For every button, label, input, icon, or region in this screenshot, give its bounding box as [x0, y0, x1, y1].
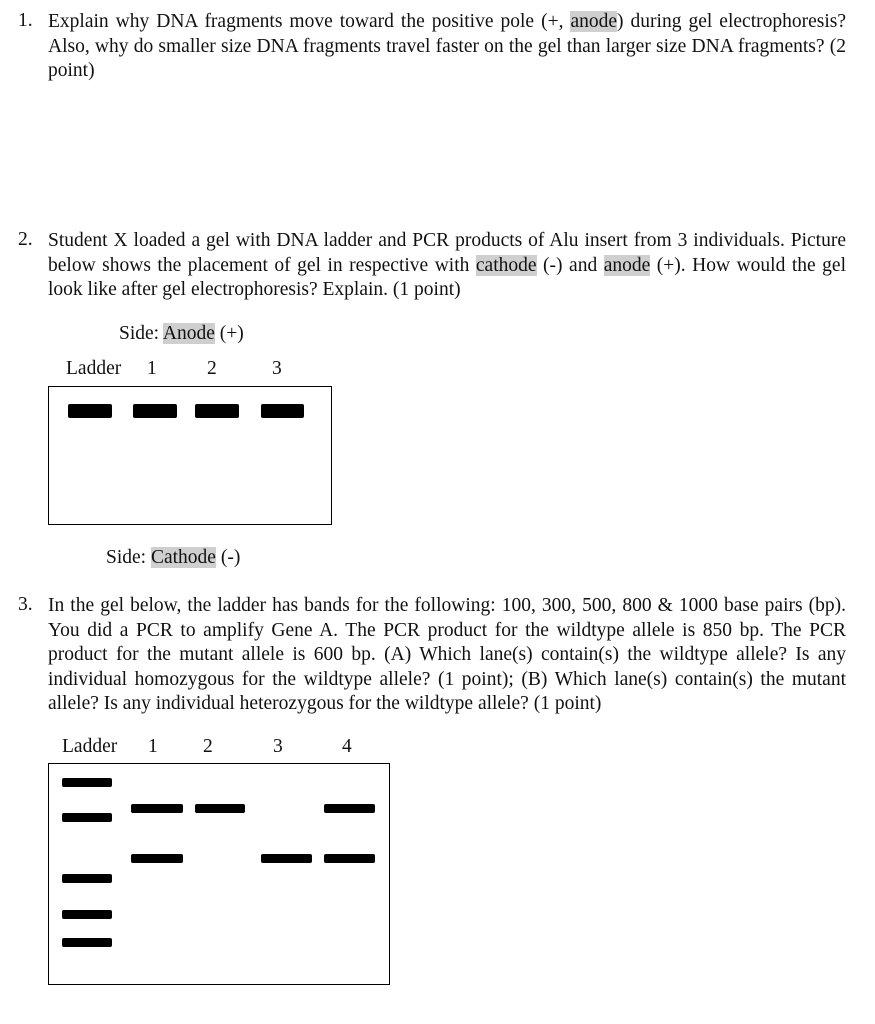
gel1-well-lane-2: [195, 404, 239, 418]
gel2-band-lane-2-850bp: [195, 804, 245, 813]
gel2-band-ladder-500bp: [62, 874, 112, 883]
gel2-lane-label-ladder: Ladder: [62, 736, 118, 757]
highlight-cathode: cathode: [475, 254, 537, 276]
gel1-lane-label-ladder: Ladder: [66, 358, 122, 379]
gel1-lane-label-2: 2: [207, 358, 217, 379]
gel2-lane-label-3: 3: [273, 736, 283, 757]
gel1-bottom-label: Side: Cathode (-): [106, 547, 241, 568]
gel2-band-lane-3-600bp: [261, 854, 312, 863]
gel2-band-lane-4-600bp: [324, 854, 375, 863]
gel1-well-lane-1: [133, 404, 177, 418]
question-3-number: 3.: [18, 594, 33, 615]
highlight-anode-side: Anode: [162, 323, 215, 344]
gel2-band-lane-1-850bp: [131, 804, 183, 813]
gel1-well-ladder: [68, 404, 112, 418]
question-1-text: Explain why DNA fragments move toward the positive pole (+, anode) during gel electrophoresis? Also, why do smaller size DNA fragments travel faster on the gel than larger size DNA fragments? (2 point): [48, 11, 847, 81]
gel2-lane-label-4: 4: [342, 736, 352, 757]
gel2-band-ladder-300bp: [62, 910, 112, 919]
gel2-band-ladder-100bp: [62, 938, 112, 947]
gel2-band-ladder-1000bp: [62, 778, 112, 787]
highlight-cathode-side: Cathode: [150, 547, 216, 568]
gel2-band-lane-1-600bp: [131, 854, 183, 863]
gel1-lane-label-1: 1: [147, 358, 157, 379]
question-2: [18, 229, 846, 303]
question-3: [18, 594, 846, 717]
gel2-band-ladder-800bp: [62, 813, 112, 822]
question-1: [18, 10, 846, 84]
gel1-well-lane-3: [261, 404, 304, 418]
gel1-lane-label-3: 3: [272, 358, 282, 379]
question-1-number: 1.: [18, 10, 33, 31]
gel-2: [48, 763, 390, 985]
highlight-anode: anode: [570, 11, 618, 32]
gel-1: [48, 386, 332, 525]
gel1-top-label: Side: Anode (+): [119, 323, 244, 344]
gel2-lane-label-2: 2: [203, 736, 213, 757]
question-2-number: 2.: [18, 229, 33, 250]
gel2-band-lane-4-850bp: [324, 804, 375, 813]
question-2-text: Student X loaded a gel with DNA ladder and PCR products of Alu insert from 3 individuals. Picture below shows the placement of gel in respective with cathode (-) and anode (+). How would the gel look like after gel electrophoresis? Explain. (1 point): [48, 230, 847, 300]
gel2-lane-label-1: 1: [148, 736, 158, 757]
highlight-anode: anode: [603, 254, 651, 276]
question-3-text: In the gel below, the ladder has bands for the following: 100, 300, 500, 800 & 1000 base pairs (bp). You did a PCR to amplify Gene A. The PCR product for the wildtype allele is 850 bp. The PCR product for the mutant allele is 600 bp. (A) Which lane(s) contain(s) the wildtype allele? Is any individual homozygous for the wildtype allele? (1 point); (B) Which lane(s) contain(s) the mutant allele? Is any individual heterozygous for the wildtype allele? (1 point): [48, 595, 846, 714]
